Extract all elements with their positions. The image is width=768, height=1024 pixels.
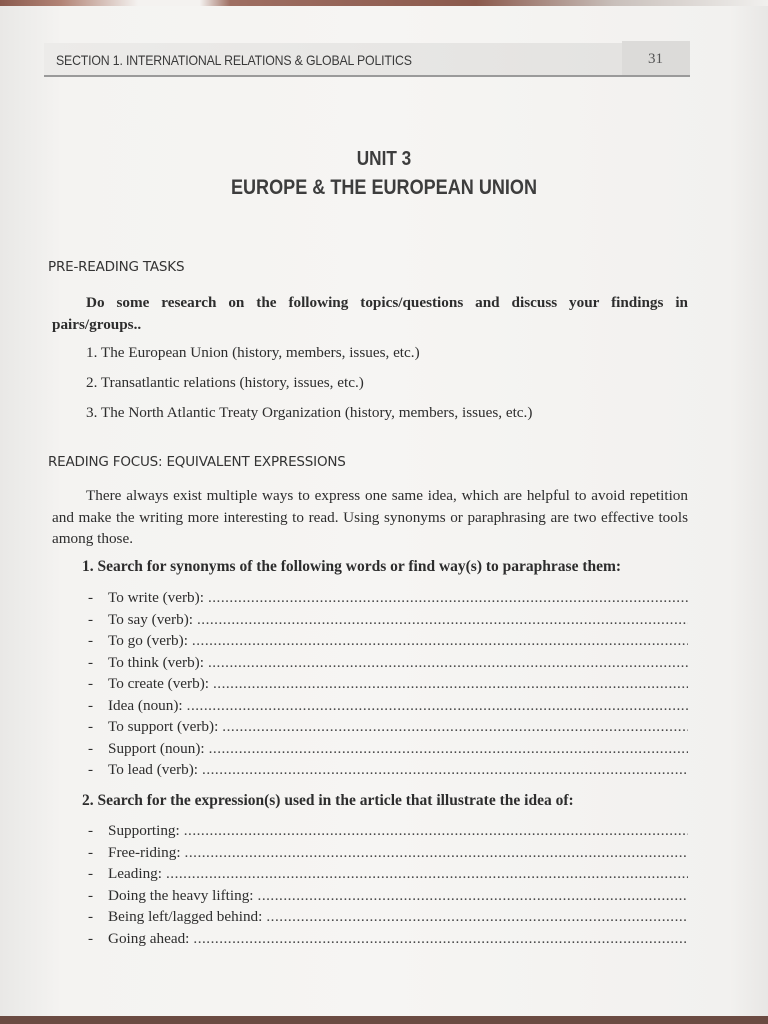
item-label: To think (verb): [108, 653, 204, 671]
item-label: To create (verb): [108, 675, 209, 692]
reading-focus-heading: READING FOCUS: EQUIVALENT EXPRESSIONS [48, 454, 346, 470]
task1-item[interactable] [88, 761, 688, 782]
task1-title: 1. Search for synonyms of the following words or find way(s) to paraphrase them: [82, 558, 622, 575]
page-number-box [622, 41, 690, 75]
item-label: To lead (verb): [108, 761, 199, 778]
item-label: To write (verb): [108, 589, 204, 606]
bullet-dash: - [88, 865, 94, 882]
bullet-dash: - [88, 886, 94, 904]
book-page [0, 6, 768, 1016]
bullet-dash: - [88, 696, 94, 714]
section-title: SECTION 1. INTERNATIONAL RELATIONS & GLOBAL POLITICS [56, 52, 412, 68]
task2-title: 2. Search for the expression(s) used in the article that illustrate the idea of: [82, 792, 574, 809]
topic-item: 3. The North Atlantic Treaty Organization (history, members, issues, etc.) [86, 404, 533, 421]
answer-blank[interactable] [213, 675, 688, 696]
reading-focus-intro: There always exist multiple ways to express one same idea, which are helpful to avoid repetition and make the writing more interesting to read. Using synonyms or paraphrasing are two effective tools among those. [52, 487, 688, 547]
bullet-dash: - [88, 589, 94, 606]
answer-blank[interactable] [266, 908, 688, 929]
bullet-dash: - [88, 739, 94, 757]
item-label: Doing the heavy lifting: [108, 886, 254, 904]
bullet-dash: - [88, 908, 94, 925]
bullet-dash: - [88, 610, 94, 628]
answer-blank[interactable] [184, 822, 688, 843]
answer-blank[interactable] [222, 718, 688, 739]
bullet-dash: - [88, 675, 94, 692]
task2-item[interactable] [88, 908, 688, 929]
bullet-dash: - [88, 761, 94, 778]
item-label: To say (verb): [108, 610, 193, 628]
answer-blank[interactable] [197, 611, 688, 632]
bullet-dash: - [88, 929, 94, 947]
answer-blank[interactable] [192, 632, 688, 653]
bullet-dash: - [88, 632, 94, 649]
answer-blank[interactable] [202, 761, 688, 782]
task1-item[interactable] [88, 740, 688, 761]
task1-item[interactable] [88, 718, 688, 739]
item-label: Idea (noun): [108, 696, 183, 714]
topic-item: 2. Transatlantic relations (history, issues, etc.) [86, 374, 364, 391]
answer-blank[interactable] [166, 865, 688, 886]
item-label: Leading: [108, 865, 162, 882]
task2-item[interactable] [88, 844, 688, 865]
answer-blank[interactable] [258, 887, 688, 908]
item-label: Going ahead: [108, 929, 190, 947]
bullet-dash: - [88, 718, 94, 735]
bullet-dash: - [88, 653, 94, 671]
unit-number: UNIT 3 [356, 148, 412, 170]
answer-blank[interactable] [208, 589, 688, 610]
task1-item[interactable] [88, 632, 688, 653]
task2-item[interactable] [88, 822, 688, 843]
task2-item[interactable] [88, 865, 688, 886]
task1-item[interactable] [88, 589, 688, 610]
answer-blank[interactable] [193, 930, 688, 951]
item-label: Supporting: [108, 822, 180, 839]
book-bottom-edge [0, 1016, 768, 1024]
answer-blank[interactable] [209, 740, 688, 761]
answer-blank[interactable] [208, 654, 688, 675]
answer-blank[interactable] [185, 844, 688, 865]
page-number: 31 [648, 51, 663, 67]
item-label: To go (verb): [108, 632, 188, 649]
answer-blank[interactable] [187, 697, 688, 718]
bullet-dash: - [88, 843, 94, 861]
item-label: To support (verb): [108, 718, 219, 735]
running-header [44, 43, 690, 77]
task1-item[interactable] [88, 675, 688, 696]
unit-title: EUROPE & THE EUROPEAN UNION [230, 176, 538, 199]
bullet-dash: - [88, 822, 94, 839]
pre-reading-instruction: Do some research on the following topics/questions and discuss your findings in pairs/groups.. [52, 294, 688, 333]
topic-item: 1. The European Union (history, members, issues, etc.) [86, 344, 420, 361]
task1-item[interactable] [88, 611, 688, 632]
item-label: Being left/lagged behind: [108, 908, 263, 925]
task1-item[interactable] [88, 654, 688, 675]
pre-reading-heading: PRE-READING TASKS [48, 259, 185, 275]
item-label: Support (noun): [108, 739, 205, 757]
task2-item[interactable] [88, 887, 688, 908]
task1-item[interactable] [88, 697, 688, 718]
item-label: Free-riding: [108, 843, 181, 861]
task2-item[interactable] [88, 930, 688, 951]
